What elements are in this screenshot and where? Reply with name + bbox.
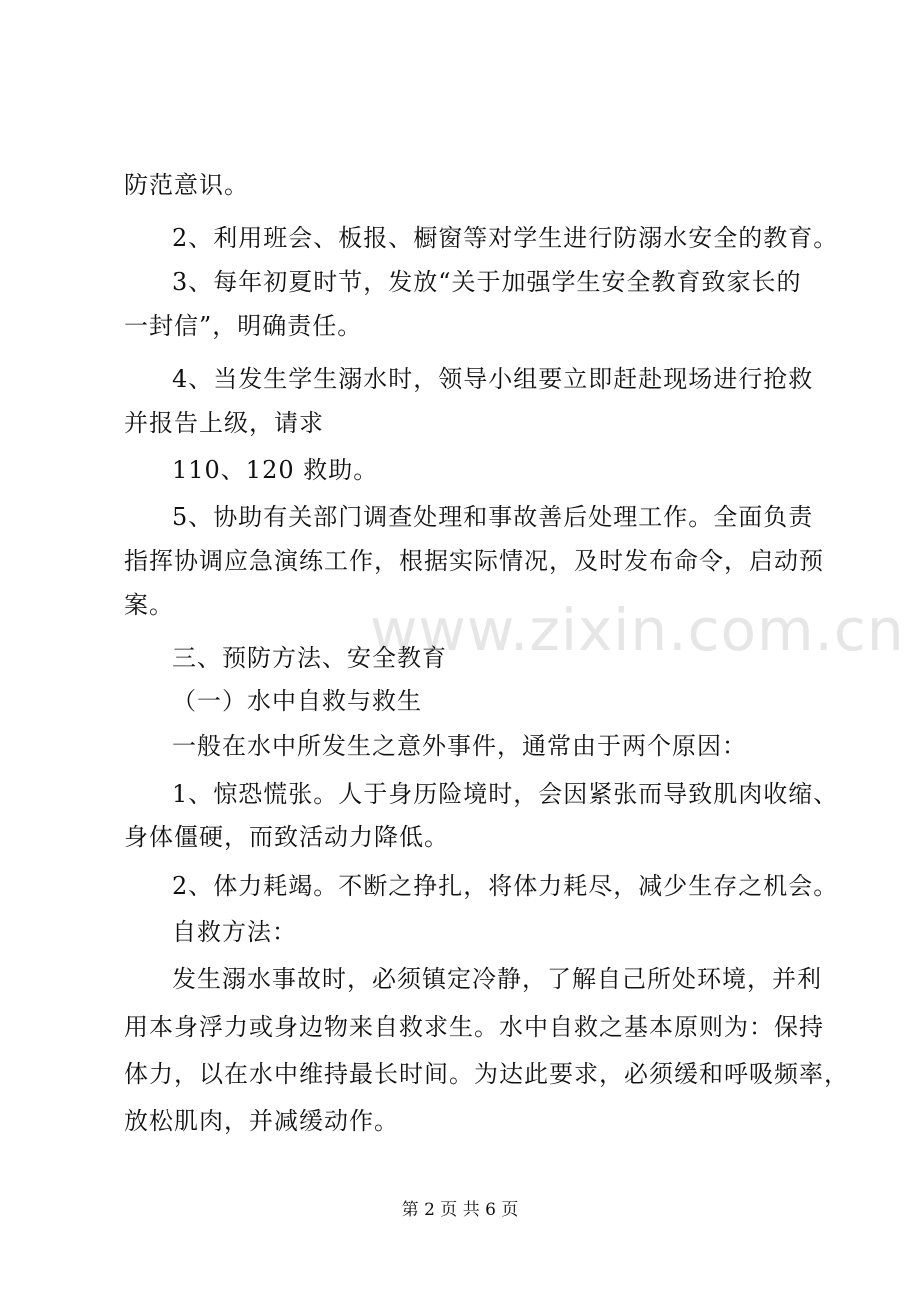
paragraph-line: 发生溺水事故时，必须镇定冷静，了解自己所处环境，并利 (172, 965, 822, 993)
paragraph-line: 2、体力耗竭。不断之挣扎，将体力耗尽，减少生存之机会。 (172, 872, 839, 900)
paragraph-line: 并报告上级，请求 (124, 409, 324, 437)
paragraph-line: 身体僵硬，而致活动力降低。 (124, 823, 449, 851)
paragraph-line: 1、惊恐慌张。人于身历险境时，会因紧张而导致肌肉收缩、 (172, 780, 839, 808)
watermark: www.zixin.com.cn (370, 596, 905, 664)
paragraph-line: 用本身浮力或身边物来自救求生。水中自救之基本原则为：保持 (124, 1013, 824, 1041)
section-heading: 三、预防方法、安全教育 (172, 644, 447, 672)
paragraph-line: 一般在水中所发生之意外事件，通常由于两个原因： (172, 732, 747, 760)
paragraph-line: 4、当发生学生溺水时，领导小组要立即赶赴现场进行抢救 (172, 365, 814, 393)
paragraph-line: 防范意识。 (124, 171, 249, 199)
subsection-heading: （一）水中自救与救生 (172, 687, 422, 715)
paragraph-line: 自救方法： (172, 918, 297, 946)
paragraph-line: 110、120 救助。 (172, 456, 379, 484)
paragraph-line: 一封信”，明确责任。 (124, 312, 363, 340)
paragraph-line: 指挥协调应急演练工作，根据实际情况，及时发布命令，启动预 (124, 547, 824, 575)
paragraph-line: 5、协助有关部门调查处理和事故善后处理工作。全面负责 (172, 503, 814, 531)
paragraph-line: 体力，以在水中维持最长时间。为达此要求，必须缓和呼吸频率， (124, 1060, 849, 1088)
paragraph-line: 案。 (124, 591, 174, 619)
page-number-footer: 第 2 页 共 6 页 (401, 1200, 519, 1220)
paragraph-line: 2、利用班会、板报、橱窗等对学生进行防溺水安全的教育。 (172, 224, 839, 252)
paragraph-line: 3、每年初夏时节，发放“关于加强学生安全教育致家长的 (172, 268, 802, 296)
paragraph-line: 放松肌肉，并减缓动作。 (124, 1107, 399, 1135)
